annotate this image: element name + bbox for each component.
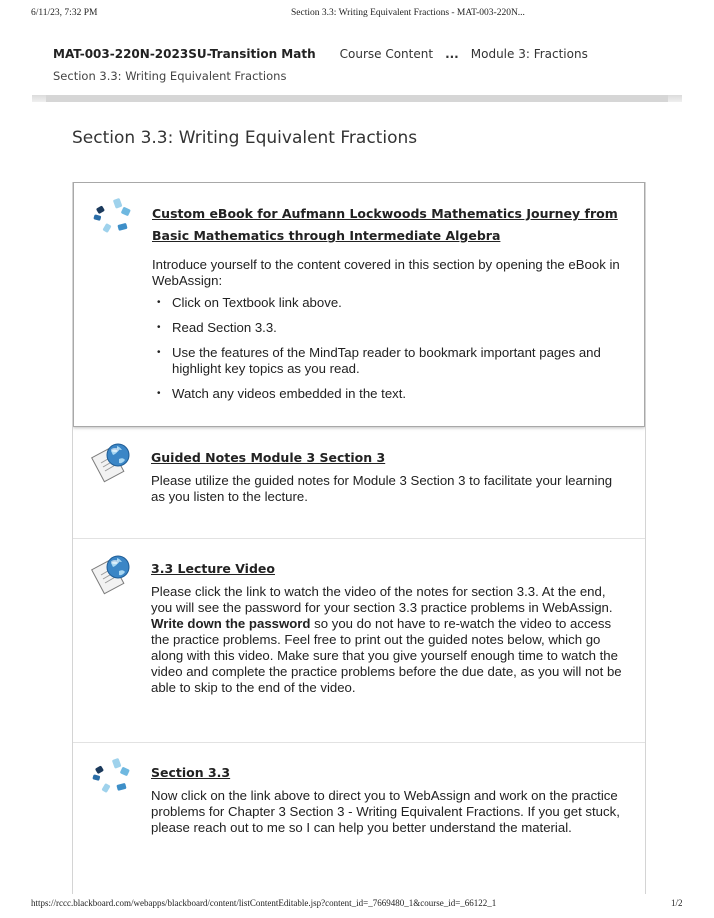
web-link-icon (91, 553, 133, 595)
content-item-guided-notes (73, 427, 645, 539)
content-item-body (152, 203, 622, 411)
content-item-body (151, 762, 623, 836)
print-date: 6/11/23, 7:32 PM (31, 8, 98, 18)
ebook-intro: Introduce yourself to the content covered in this section by opening the eBook in WebAssign: (152, 257, 620, 288)
web-link-icon (91, 441, 133, 483)
guided-notes-text: Please utilize the guided notes for Module 3 Section 3 to facilitate your learning as you listen to the lecture. (151, 473, 613, 504)
tools-icon (92, 197, 134, 239)
print-title: Section 3.3: Writing Equivalent Fractions - MAT-003-220N... (291, 8, 525, 18)
content-item-section-3-3 (73, 743, 645, 894)
section-3-3-text: Now click on the link above to direct you to WebAssign and work on the practice problems for Chapter 3 Section 3 - Writing Equivalent Fractions. If you get stuck, please reach out to me so I can help you better understand the material. (151, 788, 620, 835)
lecture-video-link[interactable]: 3.3 Lecture Video (151, 561, 275, 576)
page-number: 1/2 (671, 898, 683, 908)
content-item-body (151, 558, 623, 696)
breadcrumb-course-content[interactable]: Course Content (339, 47, 434, 61)
breadcrumb-course[interactable]: MAT-003-220N-2023SU-Transition Math (53, 47, 316, 61)
ebook-link-line1[interactable]: Custom eBook for Aufmann Lockwoods Mathematics Journey from (152, 206, 618, 221)
lecture-text-part: Please click the link to watch the video of the notes for section 3.3. At the end, you will see the password for your section 3.3 practice problems in WebAssign. (151, 584, 613, 615)
list-item: • Use the features of the MindTap reader to bookmark important pages and highlight key topics as you read. (172, 345, 622, 377)
content-item-lecture-video (73, 539, 645, 743)
breadcrumb-current: Section 3.3: Writing Equivalent Fractions (53, 69, 287, 83)
content-item-body (151, 447, 623, 505)
page-url: https://rccc.blackboard.com/webapps/blackboard/content/listContentEditable.jsp?content_id=_7669480_1&course_id=_66122_1 (31, 898, 497, 908)
content-item-title[interactable] (152, 203, 622, 247)
lecture-text-part: so you do not have to re-watch the video to access the practice problems. Feel free to print out the guided notes below, which go along with this video. Make sure that you give yourself enough time to watch the video and complete the practice problems before the due date, as you will not be able to skip to the end of the video. (151, 616, 622, 695)
list-item: • Read Section 3.3. (172, 320, 622, 336)
tools-icon (91, 757, 133, 799)
breadcrumb (53, 47, 588, 61)
list-item: • Watch any videos embedded in the text. (172, 386, 622, 402)
list-item: • Click on Textbook link above. (172, 295, 622, 311)
section-3-3-link[interactable]: Section 3.3 (151, 765, 231, 780)
breadcrumb-module[interactable]: Module 3: Fractions (470, 47, 588, 61)
breadcrumb-ellipsis[interactable]: ... (445, 47, 459, 61)
content-item-ebook (73, 182, 645, 427)
content-list (72, 182, 646, 894)
lecture-video-text (151, 584, 623, 696)
ebook-bullets (152, 295, 622, 402)
lecture-text-bold: Write down the password (151, 616, 311, 631)
header-divider (32, 95, 682, 102)
guided-notes-link[interactable]: Guided Notes Module 3 Section 3 (151, 450, 386, 465)
page-title: Section 3.3: Writing Equivalent Fractions (72, 128, 418, 148)
ebook-link-line2[interactable]: Basic Mathematics through Intermediate Algebra (152, 228, 501, 243)
